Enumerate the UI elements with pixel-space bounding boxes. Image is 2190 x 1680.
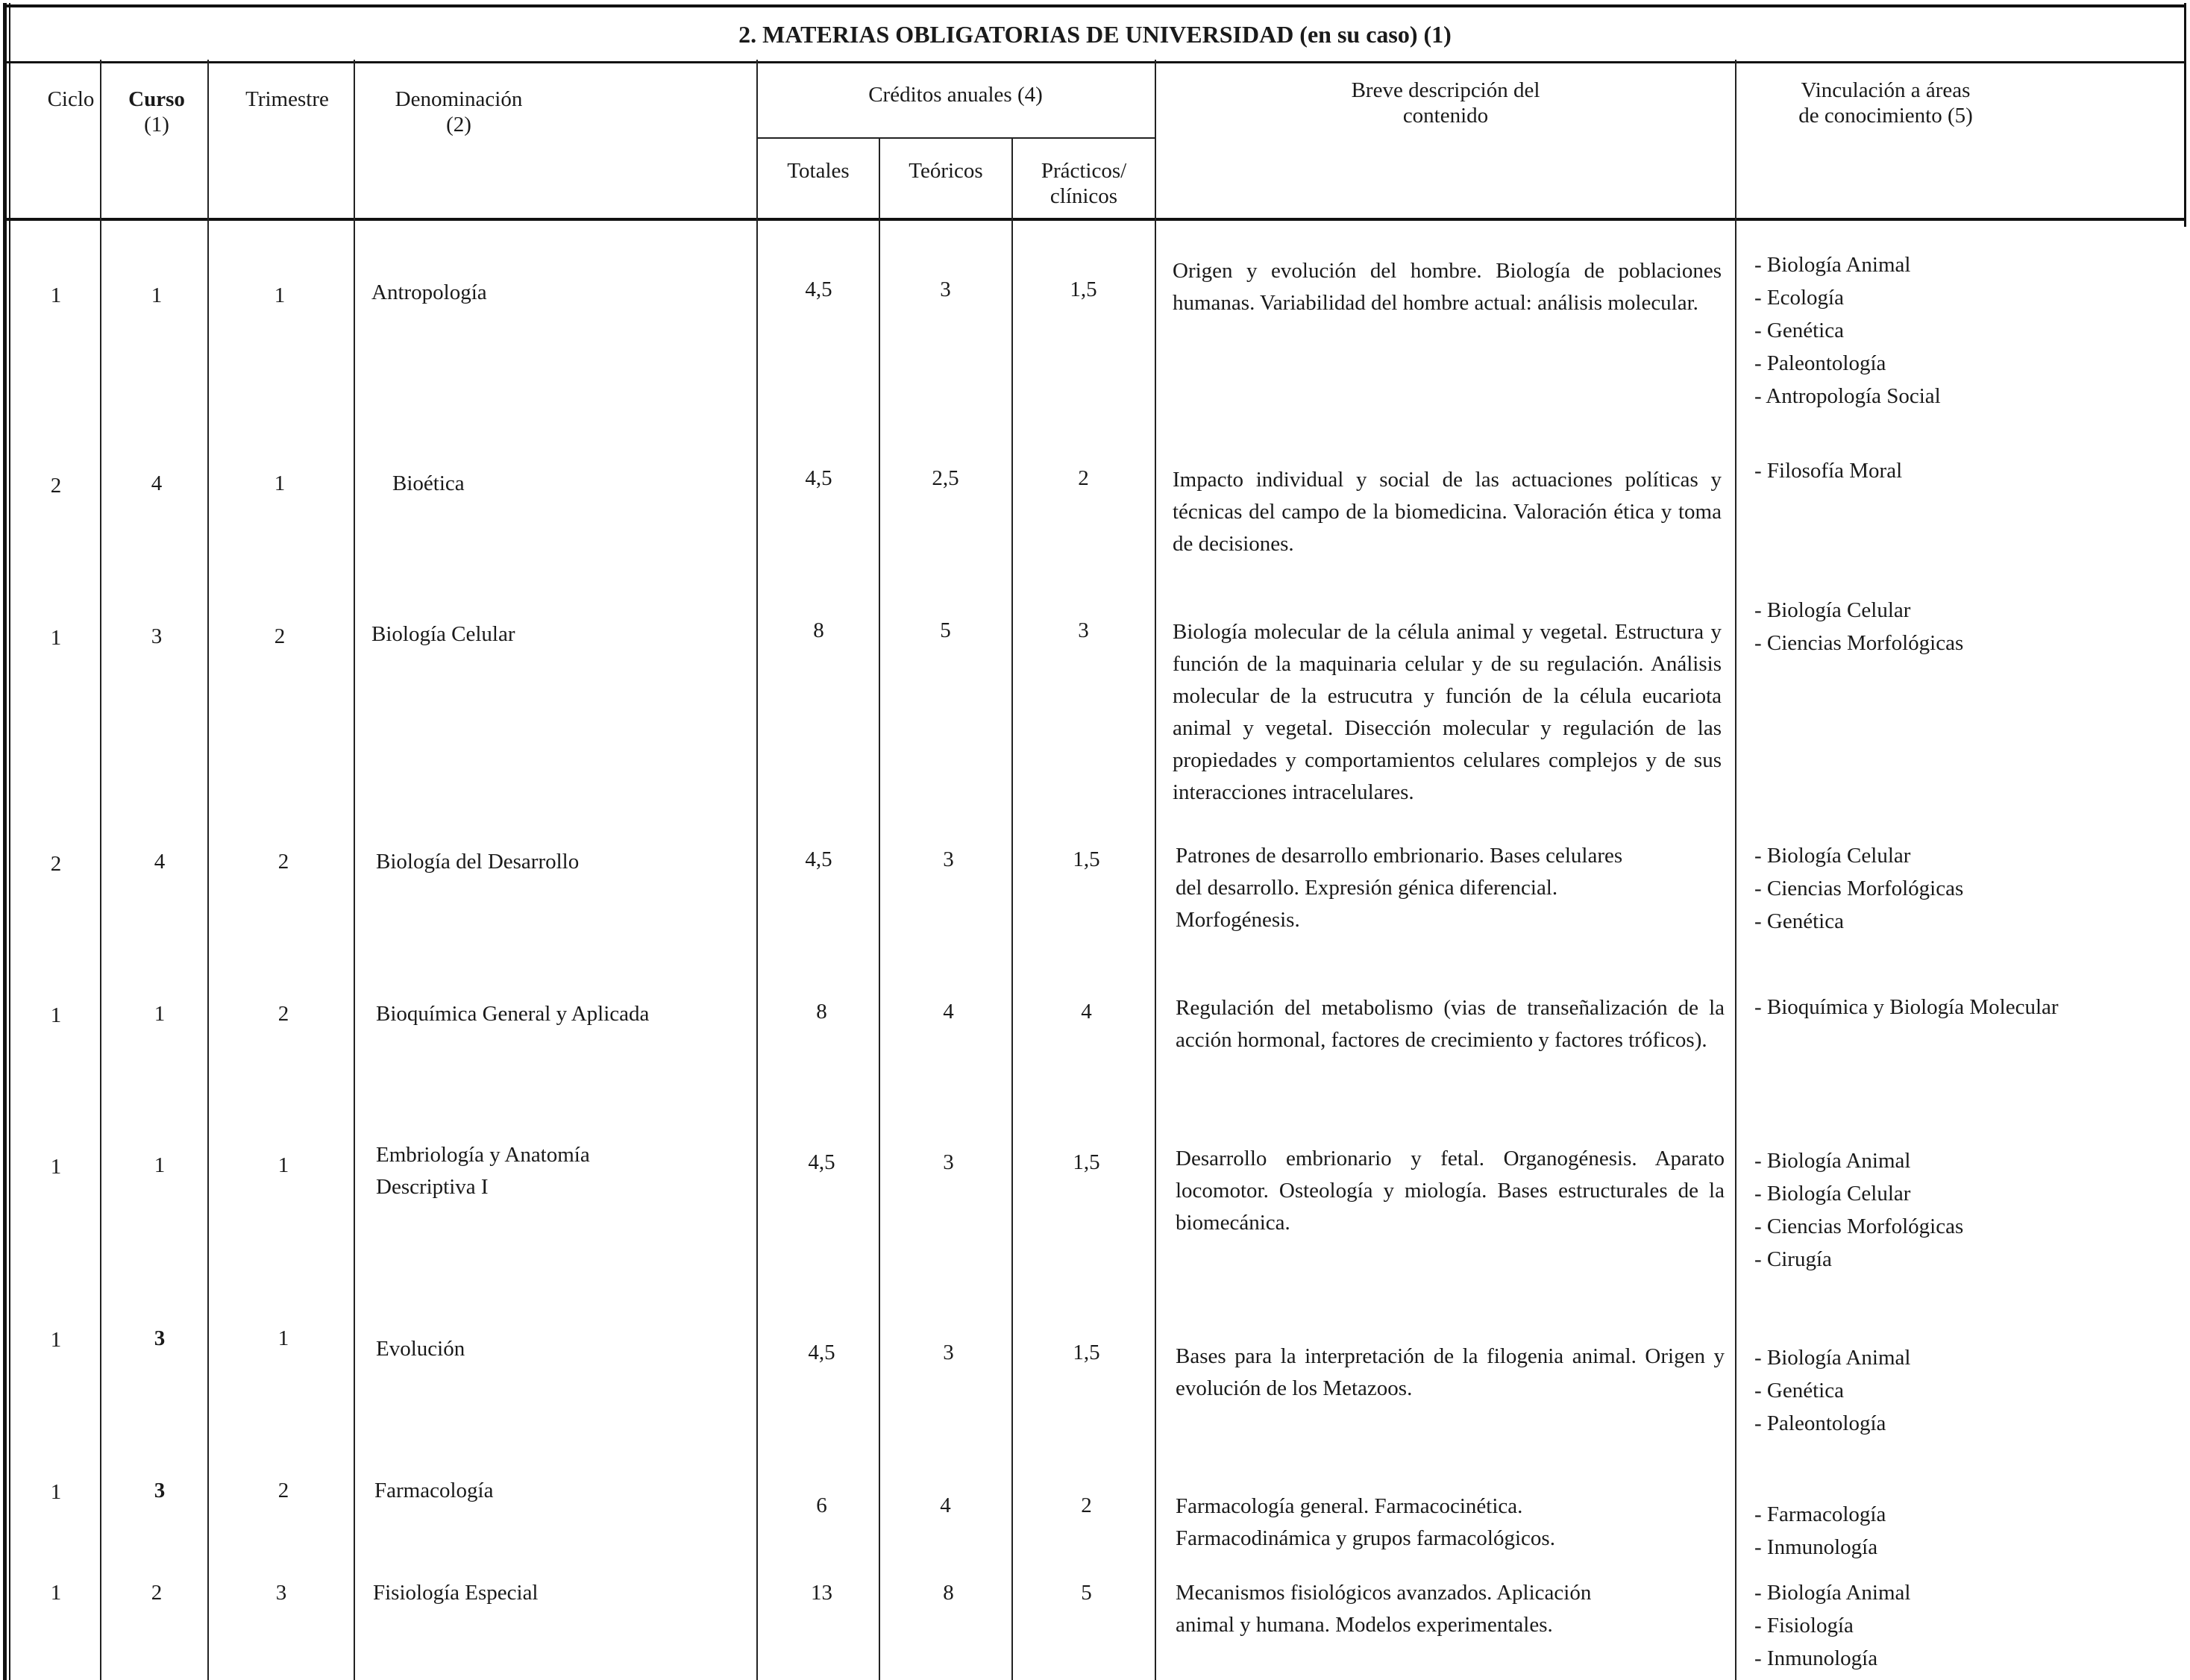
row-denominacion-line: Embriología y Anatomía [376, 1143, 590, 1167]
row-areas [1754, 991, 2172, 1024]
header-vinculacion [1736, 78, 2035, 128]
area-item: - Biología Celular [1754, 598, 1911, 622]
section-title [4, 4, 2186, 63]
header-creditos-anuales: Créditos anuales (4) [868, 83, 1043, 107]
row-curso: 4 [154, 850, 166, 874]
row-practicos: 4 [1081, 1000, 1092, 1024]
row-descripcion-line: Patrones de desarrollo embrionario. Bases celulares [1176, 844, 1623, 868]
row-denominacion: Farmacología [374, 1479, 494, 1502]
header-teoricos: Teóricos [909, 159, 983, 183]
row-teoricos: 4 [940, 1493, 951, 1517]
col-line-denominacion [756, 60, 758, 1680]
row-ciclo: 1 [50, 1581, 62, 1605]
row-ciclo: 1 [50, 283, 62, 307]
col-line-ciclo [100, 60, 101, 1680]
row-curso: 4 [151, 471, 163, 495]
header-descripcion-line2: contenido [1402, 104, 1489, 128]
row-areas [1754, 1341, 2172, 1440]
row-curso: 1 [154, 1153, 166, 1177]
row-trimestre: 1 [274, 283, 286, 307]
row-denominacion: Antropología [371, 280, 487, 304]
row-denominacion: Bioética [392, 471, 465, 495]
area-item: - Fisiología [1754, 1614, 1854, 1637]
row-trimestre: 3 [275, 1581, 287, 1605]
row-ciclo: 1 [50, 1003, 62, 1027]
row-areas [1754, 1576, 2172, 1675]
row-areas [1754, 594, 2172, 659]
row-totales: 8 [816, 1000, 827, 1024]
row-descripcion [1176, 840, 1728, 936]
row-ciclo: 1 [50, 1480, 62, 1504]
header-practicos [1013, 158, 1155, 209]
row-descripcion-line: Farmacología general. Farmacocinética. [1176, 1494, 1523, 1518]
row-teoricos: 2,5 [932, 466, 959, 490]
row-curso: 3 [151, 624, 163, 648]
row-practicos: 5 [1081, 1581, 1092, 1605]
area-item: - Farmacología [1754, 1502, 1886, 1526]
header-ciclo: Ciclo [47, 87, 95, 111]
area-item: - Genética [1754, 319, 1844, 342]
col-line-curso [207, 60, 209, 1680]
row-totales: 13 [811, 1581, 832, 1605]
row-denominacion-line: Descriptiva I [376, 1175, 489, 1199]
header-curso-note: (1) [144, 113, 169, 137]
row-denominacion: Evolución [376, 1337, 465, 1361]
row-ciclo: 2 [50, 474, 62, 498]
row-ciclo: 1 [50, 1155, 62, 1179]
section-title-text: 2. MATERIAS OBLIGATORIAS DE UNIVERSIDAD (en su caso) (1) [738, 20, 1452, 48]
row-areas [1754, 248, 2172, 413]
row-areas [1754, 1498, 2172, 1564]
area-item: - Paleontología [1754, 1411, 1886, 1435]
row-teoricos: 3 [943, 847, 954, 871]
area-item: - Biología Animal [1754, 253, 1911, 277]
row-totales: 4,5 [808, 1150, 835, 1174]
row-trimestre: 1 [277, 1326, 289, 1350]
row-descripcion [1176, 1577, 1728, 1641]
frame-left-inner [9, 3, 10, 1680]
row-descripcion-line: del desarrollo. Expresión génica diferencial. [1176, 876, 1558, 900]
header-vinculacion-line2: de conocimiento (5) [1798, 104, 1973, 128]
row-denominacion: Biología Celular [371, 622, 515, 646]
row-denominacion: Fisiología Especial [373, 1581, 539, 1605]
row-denominacion: Bioquímica General y Aplicada [376, 1002, 650, 1026]
area-item: - Ciencias Morfológicas [1754, 631, 1964, 655]
row-descripcion [1176, 1491, 1728, 1555]
row-teoricos: 8 [943, 1581, 954, 1605]
header-curso-label: Curso [128, 87, 185, 111]
row-ciclo: 2 [50, 852, 62, 876]
frame-left [3, 3, 7, 1680]
row-curso: 2 [151, 1581, 163, 1605]
row-practicos: 1,5 [1073, 1150, 1100, 1174]
row-descripcion: Bases para la interpretación de la filogenia animal. Origen y evolución de los Metazoos. [1176, 1344, 1725, 1400]
area-item: - Biología Animal [1754, 1149, 1911, 1173]
header-denominacion [365, 87, 552, 137]
area-item: - Bioquímica y Biología Molecular [1754, 995, 2059, 1019]
row-practicos: 2 [1081, 1493, 1092, 1517]
row-descripcion-line: Farmacodinámica y grupos farmacológicos. [1176, 1526, 1555, 1550]
area-item: - Biología Animal [1754, 1581, 1911, 1605]
area-item: - Inmunología [1754, 1646, 1878, 1670]
row-practicos: 1,5 [1070, 278, 1097, 301]
row-totales: 4,5 [808, 1341, 835, 1364]
area-item: - Paleontología [1754, 351, 1886, 375]
row-practicos: 1,5 [1073, 847, 1100, 871]
row-totales: 8 [813, 618, 824, 642]
row-curso: 1 [154, 1002, 166, 1026]
header-curso [104, 87, 209, 137]
row-teoricos: 3 [943, 1341, 954, 1364]
row-descripcion: Impacto individual y social de las actuaciones políticas y técnicas del campo de la biomedicina. Valoración ética y toma de decisiones. [1173, 468, 1722, 556]
area-item: - Genética [1754, 1379, 1844, 1402]
area-item: - Inmunología [1754, 1535, 1878, 1559]
header-descripcion-line1: Breve descripción del [1351, 78, 1540, 102]
row-ciclo: 1 [50, 626, 62, 650]
row-curso: 3 [154, 1479, 166, 1502]
header-vinculacion-line1: Vinculación a áreas [1801, 78, 1971, 102]
col-line-teoricos [1011, 139, 1013, 1680]
area-item: - Biología Animal [1754, 1346, 1911, 1370]
row-descripcion: Origen y evolución del hombre. Biología de poblaciones humanas. Variabilidad del hombre actual: análisis molecular. [1173, 259, 1722, 315]
row-practicos: 2 [1078, 466, 1089, 490]
header-denominacion-note: (2) [446, 113, 471, 137]
row-areas [1754, 839, 2172, 938]
header-totales: Totales [787, 159, 850, 183]
header-practicos-line1: Prácticos/ [1041, 159, 1127, 183]
header-denominacion-label: Denominación [395, 87, 523, 111]
row-trimestre: 2 [277, 850, 289, 874]
row-trimestre: 1 [274, 471, 286, 495]
col-line-descripcion [1735, 60, 1736, 1680]
area-item: - Cirugía [1754, 1247, 1832, 1271]
row-curso: 1 [151, 283, 163, 307]
area-item: - Biología Celular [1754, 844, 1911, 868]
col-line-trimestre [354, 60, 355, 1680]
row-teoricos: 3 [940, 278, 951, 301]
row-totales: 4,5 [805, 466, 832, 490]
row-descripcion: Desarrollo embrionario y fetal. Organogénesis. Aparato locomotor. Osteología y miología. Bases estructurales de la biomecánica. [1176, 1147, 1725, 1235]
row-totales: 4,5 [805, 278, 832, 301]
row-descripcion: Regulación del metabolismo (vias de transeñalización de la acción hormonal, factores de crecimiento y factores tróficos). [1176, 996, 1725, 1052]
row-denominacion: Biología del Desarrollo [376, 850, 580, 874]
area-item: - Ciencias Morfológicas [1754, 1214, 1964, 1238]
row-descripcion-line: Mecanismos fisiológicos avanzados. Aplicación [1176, 1581, 1592, 1605]
row-trimestre: 2 [277, 1479, 289, 1502]
row-curso: 3 [154, 1326, 166, 1350]
row-practicos: 1,5 [1073, 1341, 1100, 1364]
row-teoricos: 4 [943, 1000, 954, 1024]
area-item: - Antropología Social [1754, 384, 1941, 408]
col-line-totales [879, 139, 880, 1680]
row-totales: 6 [816, 1493, 827, 1517]
row-trimestre: 2 [277, 1002, 289, 1026]
row-trimestre: 2 [274, 624, 286, 648]
row-teoricos: 5 [940, 618, 951, 642]
header-trimestre: Trimestre [245, 87, 329, 111]
area-item: - Genética [1754, 909, 1844, 933]
area-item: - Filosofía Moral [1754, 459, 1903, 483]
header-divider-creditos [756, 137, 1156, 139]
row-trimestre: 1 [277, 1153, 289, 1177]
col-line-creditos [1155, 60, 1156, 1680]
row-practicos: 3 [1078, 618, 1089, 642]
row-teoricos: 3 [943, 1150, 954, 1174]
row-denominacion [376, 1139, 749, 1203]
area-item: - Biología Celular [1754, 1182, 1911, 1206]
header-bottom-rule [4, 218, 2186, 221]
area-item: - Ciencias Morfológicas [1754, 877, 1964, 900]
row-areas [1754, 1144, 2172, 1276]
row-areas [1754, 454, 2172, 487]
row-descripcion: Biología molecular de la célula animal y vegetal. Estructura y función de la maquinaria celular y de su regulación. Análisis molecular de la estrucutra y función de la célula eucariota animal y vegetal. Disección molecular y regulación de las propiedades y comportamientos celulares complejos y de sus interacciones intracelulares. [1173, 620, 1722, 804]
row-totales: 4,5 [805, 847, 832, 871]
row-ciclo: 1 [50, 1328, 62, 1352]
header-practicos-line2: clínicos [1049, 184, 1118, 208]
row-descripcion-line: Morfogénesis. [1176, 908, 1300, 932]
area-item: - Ecología [1754, 286, 1844, 310]
row-descripcion-line: animal y humana. Modelos experimentales. [1176, 1613, 1553, 1637]
header-descripcion [1156, 78, 1735, 128]
